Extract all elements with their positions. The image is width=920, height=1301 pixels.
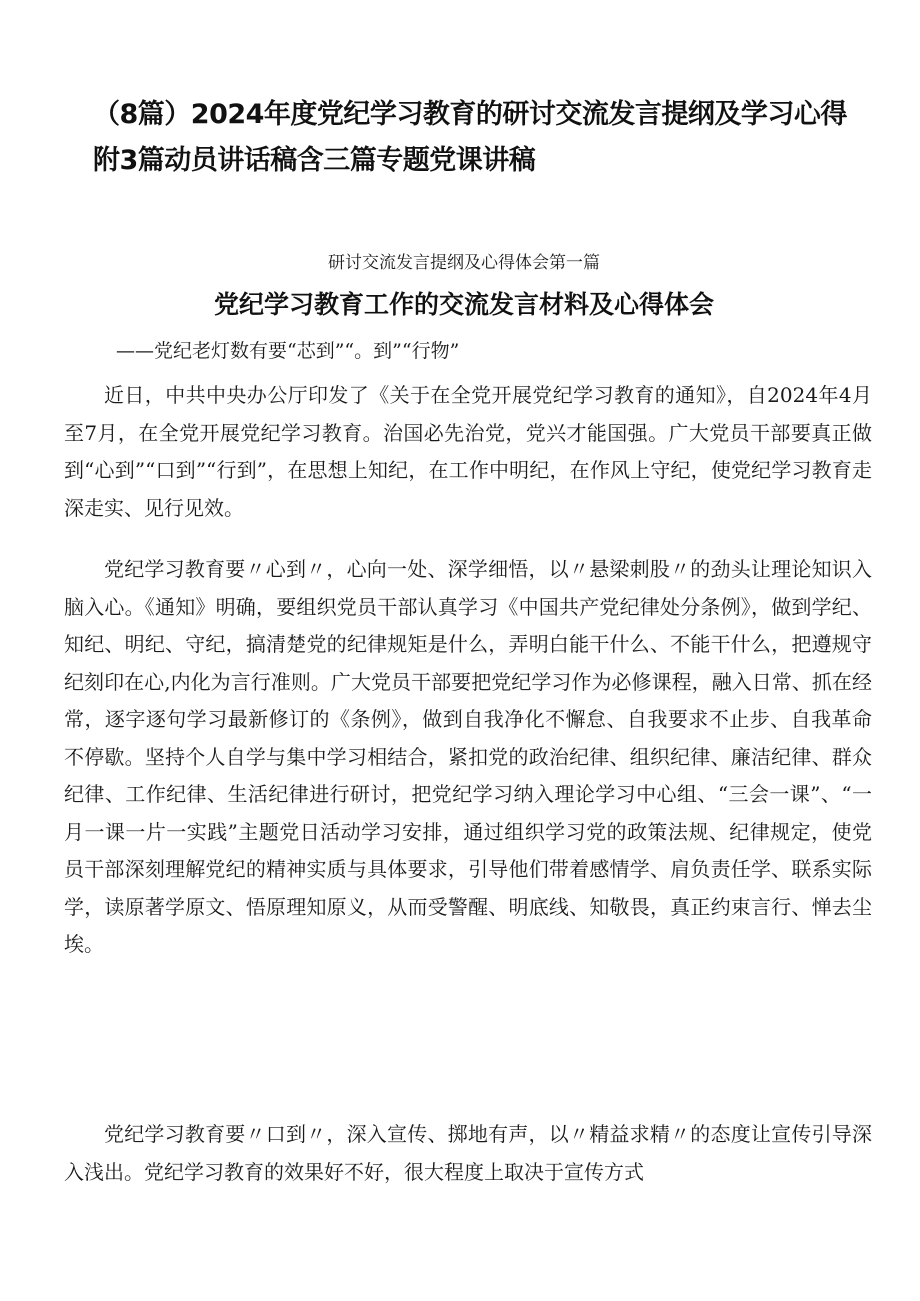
article-subtitle: ——党纪老灯数有要“芯到”“。到”“行物” [116,340,460,362]
article-title: 党纪学习教育工作的交流发言材料及心得体会 [213,290,714,319]
document-main-title [93,92,873,184]
body-paragraph: 近日，中共中央办公厅印发了《关于在全党开展党纪学习教育的通知》，自2024年4月至7月，在全党开展党纪学习教育。治国必先治党，党兴才能国强。广大党员干部要真正做到“心到”“口到”“行到”，在思想上知纪，在工作中明纪，在作风上守纪，使党纪学习教育走深走实、见行见效。 [64,383,872,520]
body-paragraph: 党纪学习教育要〃口到〃，深入宣传、掷地有声，以〃精益求精〃的态度让宣传引导深入浅出。党纪学习教育的效果好不好，很大程度上取决于宣传方式 [64,1122,872,1184]
main-title-line-2: 附3篇动员讲话稿含三篇专题党课讲稿 [93,145,536,176]
section-label: 研讨交流发言提纲及心得体会第一篇 [328,253,600,273]
body-paragraph: 党纪学习教育要〃心到〃，心向一处、深学细悟，以〃悬梁刺股〃的劲头让理论知识入脑入心。《通知》明确，要组织党员干部认真学习《中国共产党纪律处分条例》，做到学纪、知纪、明纪、守纪，搞清楚党的纪律规矩是什么，弄明白能干什么、不能干什么，把遵规守纪刻印在心,内化为言行准则。广大党员干部要把党纪学习作为必修课程，融入日常、抓在经常，逐字逐句学习最新修订的《条例》，做到自我净化不懈怠、自我要求不止步、自我革命不停歇。坚持个人自学与集中学习相结合，紧扣党的政治纪律、组织纪律、廉洁纪律、群众纪律、工作纪律、生活纪律进行研讨，把党纪学习纳入理论学习中心组、“三会一课”、“一月一课一片一实践”主题党日活动学习安排，通过组织学习党的政策法规、纪律规定，使党员干部深刻理解党纪的精神实质与具体要求，引导他们带着感情学、肩负责任学、联系实际学，读原著学原文、悟原理知原义，从而受警醒、明底线、知敬畏，真正约束言行、惮去尘埃。 [64,557,872,956]
main-title-line-1: （8篇）2024年度党纪学习教育的研讨交流发言提纲及学习心得 [93,99,847,130]
